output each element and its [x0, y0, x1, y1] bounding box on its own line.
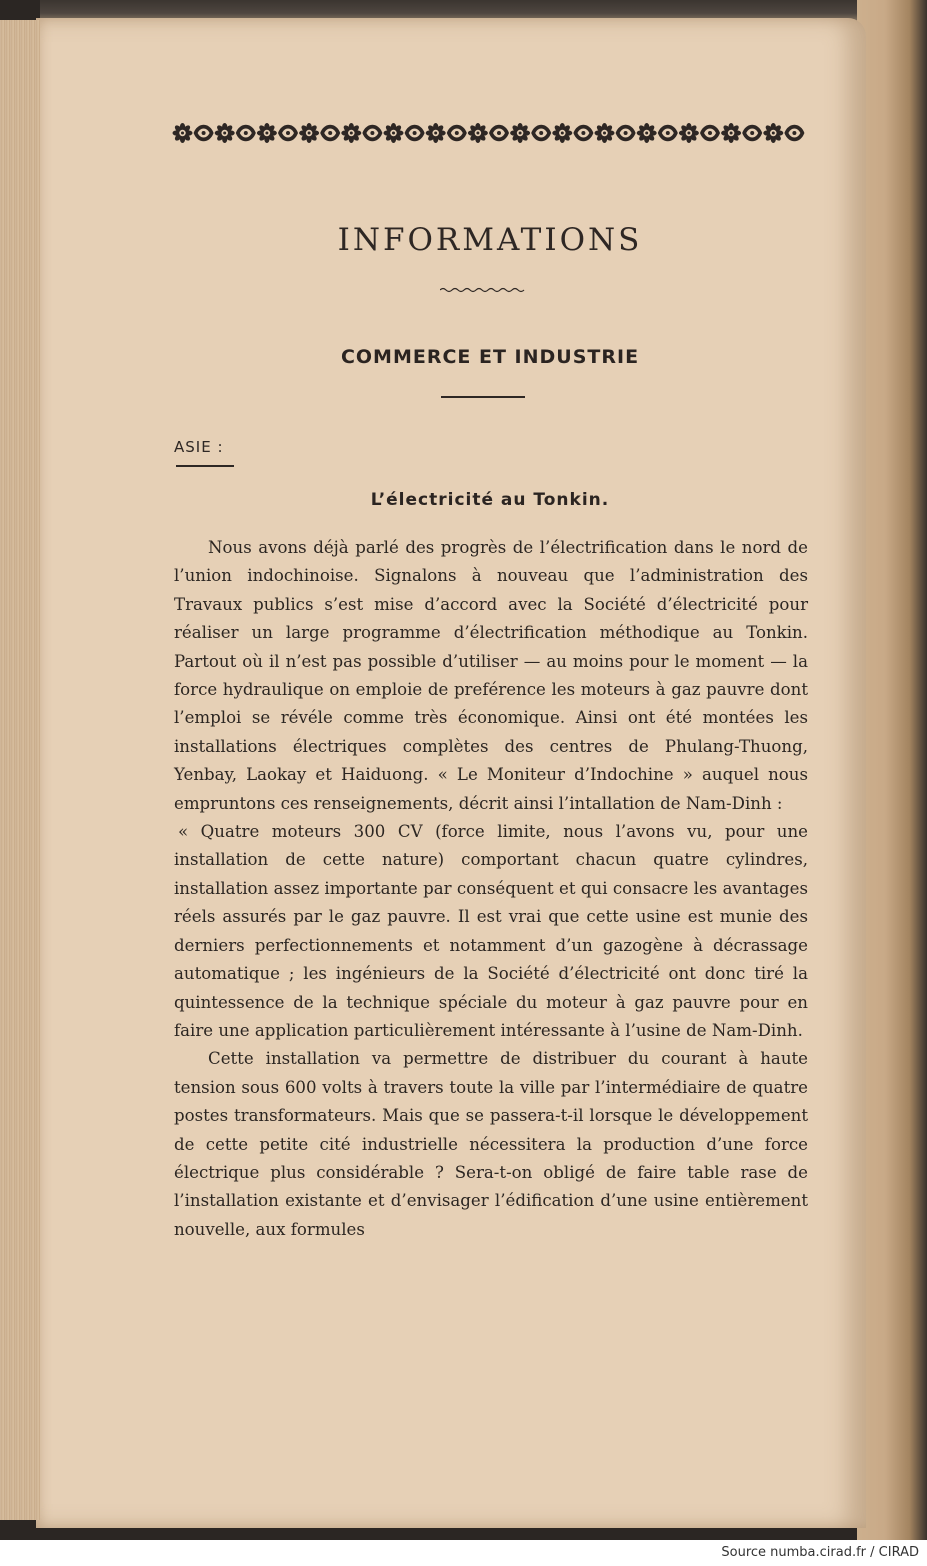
ornament-motif	[426, 123, 446, 143]
wavy-divider	[440, 286, 526, 294]
region-label: ASIE :	[174, 438, 224, 456]
ornament-motif	[552, 123, 572, 143]
article-title: L’électricité au Tonkin.	[370, 490, 610, 510]
article-body	[174, 534, 808, 1244]
region-underline	[176, 465, 234, 467]
ornament-motif	[236, 125, 256, 142]
ornament-motif	[468, 123, 488, 143]
ornament-motif	[531, 125, 551, 142]
ornament-motif	[763, 123, 783, 143]
ornament-motif	[278, 125, 298, 142]
paragraph: « Quatre moteurs 300 CV (force limite, nous l’avons vu, pour une installation de cette nature) comportant chacun quatre cylindres, installation assez importante par conséquent et qui consacre les avantages réels assurés par le gaz pauvre. Il est vrai que cette usine est munie des derniers perfectionnements et notamment d’un gazogène à décrassage automatique ; les ingénieurs de la Société d’électricité ont donc tiré la quintessence de la technique spéciale du moteur à gaz pauvre pour en faire une application particulièrement intéressante à l’usine de Nam-Dinh.	[174, 822, 808, 1040]
ornament-motif	[784, 125, 804, 142]
ornament-motif	[194, 125, 214, 142]
ornament-motif	[679, 123, 699, 143]
page-title: INFORMATIONS	[337, 222, 643, 258]
ornament-motif	[320, 125, 340, 142]
ornament-motif	[616, 125, 636, 142]
ornament-motif	[595, 123, 615, 143]
floral-ornament-icon	[172, 116, 806, 150]
ornament-motif	[510, 123, 530, 143]
ornament-motif	[384, 123, 404, 143]
paragraph: Nous avons déjà parlé des progrès de l’électrification dans le nord de l’union indochinoise. Signalons à nouveau que l’administration des Travaux publics s’est mise d’accord avec la Société d’électricité pour réaliser un large programme d’électrification méthodique au Tonkin. Partout où il n’est pas possible d’utiliser — au moins pour le moment — la force hydraulique on emploie de preférence les moteurs à gaz pauvre dont l’emploi se révéle comme très économique. Ainsi ont été montées les installations électriques complètes des centres de Phulang-Thuong, Yenbay, Laokay et Haiduong. « Le Moniteur d’Indochine » auquel nous empruntons ces renseignements, décrit ainsi l’intallation de Nam-Dinh :	[174, 538, 808, 813]
ornament-motif	[447, 125, 467, 142]
ornament-motif	[341, 123, 361, 143]
ornament-motif	[257, 123, 277, 143]
page-edges-left	[0, 20, 40, 1520]
ornament-motif	[215, 123, 235, 143]
ornament-motif	[362, 125, 382, 142]
ornament-motif	[637, 123, 657, 143]
ornament-motif	[573, 125, 593, 142]
section-title: COMMERCE ET INDUSTRIE	[340, 346, 640, 368]
ornament-motif	[173, 123, 193, 143]
paragraph: Cette installation va permettre de distribuer du courant à haute tension sous 600 volts à travers toute la ville par l’intermédiaire de quatre postes transformateurs. Mais que se passera-t-il lorsque le développement de cette petite cité industrielle nécessitera la production d’une force électrique plus considérable ? Sera-t-on obligé de faire table rase de l’installation existante et d’envisager l’édification d’une usine entièrement nouvelle, aux formules	[174, 1049, 808, 1239]
section-divider	[441, 396, 525, 398]
ornament-motif	[658, 125, 678, 142]
ornament-motif	[405, 125, 425, 142]
ornament-motif	[489, 125, 509, 142]
source-credit: Source numba.cirad.fr / CIRAD	[721, 1545, 919, 1560]
ornament-motif	[299, 123, 319, 143]
ornament-motif	[721, 123, 741, 143]
ornament-motif	[700, 125, 720, 142]
ornament-motif	[742, 125, 762, 142]
page-edges-right	[857, 0, 927, 1540]
